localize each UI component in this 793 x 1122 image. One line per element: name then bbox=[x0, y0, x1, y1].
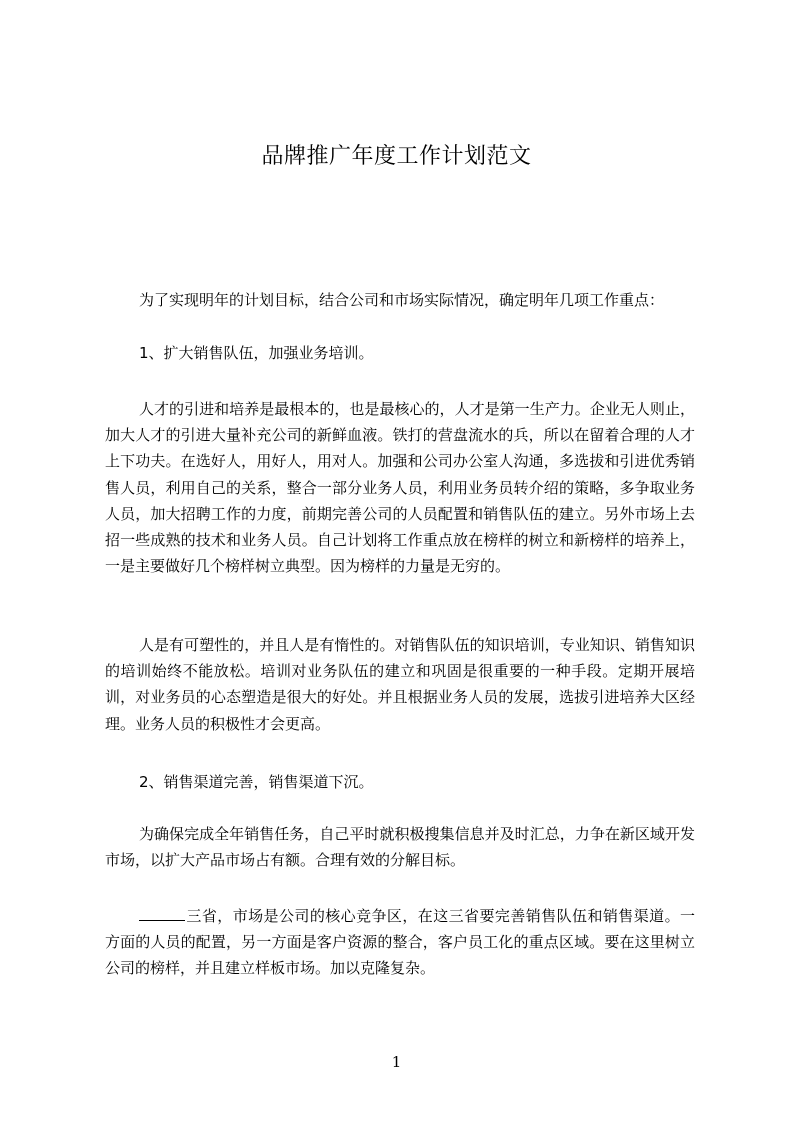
paragraph-sales-task: 为确保完成全年销售任务，自己平时就积极搜集信息并及时汇总，力争在新区域开发市场，以扩大产品市场占有额。合理有效的分解目标。 bbox=[105, 825, 695, 870]
paragraph-three-provinces-text: 三省，市场是公司的核心竞争区，在这三省要完善销售队伍和销售渠道。一方面的人员的配置，另一方面是客户资源的整合，客户员工化的重点区域。要在这里树立公司的榜样，并且建立样板市场。加以克隆复杂。 bbox=[105, 907, 695, 978]
intro-paragraph: 为了实现明年的计划目标，结合公司和市场实际情况，确定明年几项工作重点： bbox=[139, 291, 665, 309]
page-number: 1 bbox=[391, 1053, 402, 1071]
paragraph-three-provinces bbox=[105, 903, 695, 982]
paragraph-training: 人是有可塑性的，并且人是有惰性的。对销售队伍的知识培训，专业知识、销售知识的培训始终不能放松。培训对业务队伍的建立和巩固是很重要的一种手段。定期开展培训，对业务员的心态塑造是很大的好处。并且根据业务人员的发展，选拔引进培养大区经理。业务人员的积极性才会更高。 bbox=[105, 636, 695, 733]
document-title: 品牌推广年度工作计划范文 bbox=[261, 144, 532, 169]
paragraph-talent: 人才的引进和培养是最根本的，也是最核心的，人才是第一生产力。企业无人则止，加大人才的引进大量补充公司的新鲜血液。铁打的营盘流水的兵，所以在留着合理的人才上下功夫。在选好人，用好人，用对人。加强和公司办公室人沟通，多选拔和引进优秀销售人员，利用自己的关系，整合一部分业务人员，利用业务员转介绍的策略，多争取业务人员，加大招聘工作的力度，前期完善公司的人员配置和销售队伍的建立。另外市场上去招一些成熟的技术和业务人员。自己计划将工作重点放在榜样的树立和新榜样的培养上，一是主要做好几个榜样树立典型。因为榜样的力量是无穷的。 bbox=[105, 400, 695, 576]
section-heading-1: 1、扩大销售队伍，加强业务培训。 bbox=[139, 344, 374, 362]
section-heading-2: 2、销售渠道完善，销售渠道下沉。 bbox=[139, 773, 374, 791]
fill-in-blank bbox=[139, 905, 185, 921]
